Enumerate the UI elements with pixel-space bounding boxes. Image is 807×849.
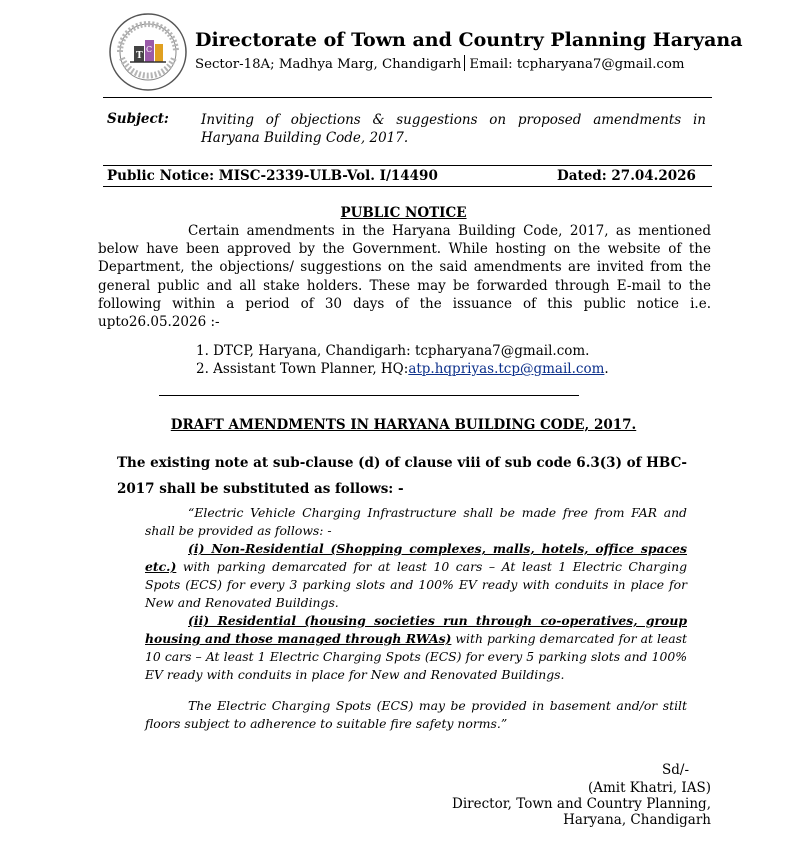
- signatory-name: (Amit Khatri, IAS): [587, 780, 711, 796]
- contact-item-dtcp: 1. DTCP, Haryana, Chandigarh: tcpharyana7@gmail.com.: [196, 343, 590, 359]
- separator: [464, 55, 465, 71]
- org-email: Email: tcpharyana7@gmail.com: [469, 57, 685, 72]
- org-address-line: [195, 55, 685, 72]
- subject-text: Inviting of objections & suggestions on proposed amendments in Haryana Building Code, 2017.: [201, 112, 706, 146]
- amendment-item-residential: [145, 612, 687, 684]
- item-ii-title: (ii) Residential (housing societies run through co-operatives, group housing and those managed through RWAs): [145, 613, 687, 646]
- svg-text:C: C: [146, 45, 153, 54]
- existing-note-text: The existing note at sub-clause (d) of clause viii of sub code 6.3(3) of HBC-2017 shall be substituted as follows: -: [117, 455, 687, 497]
- section-divider: [159, 395, 579, 396]
- svg-text:T: T: [136, 51, 143, 61]
- notice-date: Dated: 27.04.2026: [557, 168, 696, 184]
- notice-bar-top-rule: [103, 165, 712, 166]
- subject-label: Subject:: [107, 111, 169, 127]
- signature-sd: Sd/-: [662, 762, 689, 778]
- draft-amendments-heading: DRAFT AMENDMENTS IN HARYANA BUILDING CODE, 2017.: [170, 417, 637, 433]
- header-divider: [103, 97, 712, 98]
- amendment-intro: “Electric Vehicle Charging Infrastructure shall be made free from FAR and shall be provided as follows: -: [145, 505, 687, 538]
- item-ii-text: with parking demarcated for at least 10 cars – At least 1 Electric Charging Spots (ECS) for every 5 parking slots and 100% EV ready with conduits in place for New and Renovated Buildings.: [145, 631, 687, 682]
- item-i-title: (i) Non-Residential (Shopping complexes, malls, hotels, office spaces etc.): [145, 541, 687, 574]
- tcp-haryana-seal-icon: [108, 12, 188, 92]
- atp-email-link[interactable]: atp.hqpriyas.tcp@gmail.com: [408, 361, 605, 377]
- public-notice-heading: PUBLIC NOTICE: [340, 205, 467, 221]
- notice-bar-bottom-rule: [103, 186, 712, 187]
- contact-item-atp: [196, 361, 609, 377]
- signatory-place: Haryana, Chandigarh: [563, 812, 711, 828]
- org-address: Sector-18A; Madhya Marg, Chandigarh: [195, 57, 462, 72]
- amendment-item-non-residential: [145, 540, 687, 612]
- public-notice-body: Certain amendments in the Haryana Building Code, 2017, as mentioned below have been approved by the Government. While hosting on the website of the Department, the objections/ suggestions on the said amendments are invited from the general public and all stake holders. These may be forwarded through E-mail to the following within a period of 30 days of the issuance of this public notice i.e. upto26.05.2026 :-: [98, 223, 711, 331]
- org-title: Directorate of Town and Country Planning Haryana: [195, 29, 743, 51]
- contact-item-atp-label: 2. Assistant Town Planner, HQ:: [196, 361, 409, 377]
- notice-number: Public Notice: MISC-2339-ULB-Vol. I/14490: [107, 168, 438, 184]
- amendment-closing: The Electric Charging Spots (ECS) may be provided in basement and/or stilt floors subject to adherence to suitable fire safety norms.”: [145, 698, 687, 731]
- contact-item-atp-suffix: .: [604, 361, 609, 377]
- signatory-designation: Director, Town and Country Planning,: [452, 796, 711, 812]
- item-i-text: with parking demarcated for at least 10 cars – At least 1 Electric Charging Spots (ECS) for every 3 parking slots and 100% EV ready with conduits in place for New and Renovated Buildings.: [145, 559, 687, 610]
